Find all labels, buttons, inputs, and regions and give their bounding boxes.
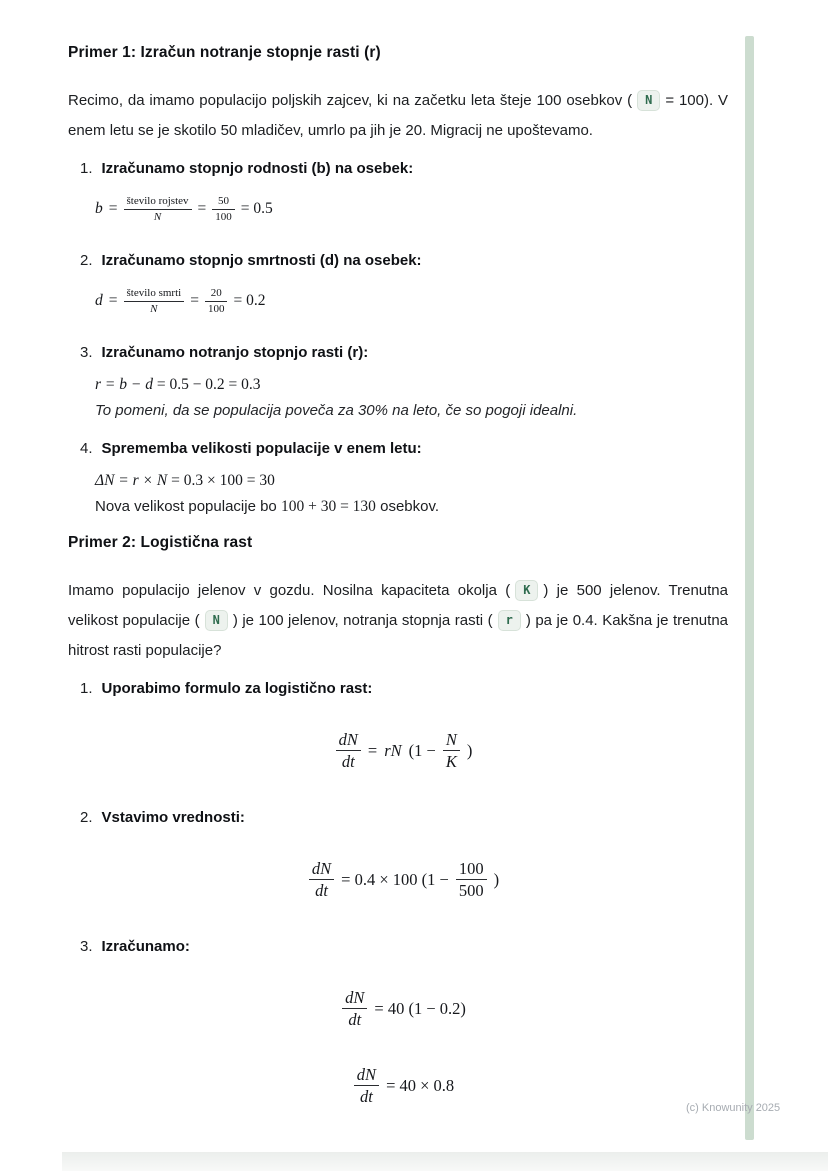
calculation-formula-1 xyxy=(80,988,728,1029)
step-label: Vstavimo vrednosti: xyxy=(101,809,245,826)
fraction-numerator: število rojstev xyxy=(124,195,192,210)
fraction-denominator: 100 xyxy=(207,302,225,315)
example1-steps xyxy=(80,158,728,520)
step-2 xyxy=(80,807,728,900)
example1-title: Primer 1: Izračun notranje stopnje rasti (r) xyxy=(68,44,381,61)
math-op: = xyxy=(367,740,378,760)
fraction-numerator: dN xyxy=(309,859,334,880)
variable-badge-r: r xyxy=(498,610,521,631)
formula-growth-rate xyxy=(95,372,728,398)
step-number: 2. xyxy=(80,252,93,269)
fraction-numerator: dN xyxy=(354,1065,379,1086)
formula-note: To pomeni, da se populacija poveča za 30% na leto, če so pogoji idealni. xyxy=(95,402,578,419)
fraction xyxy=(342,988,367,1029)
step-2 xyxy=(80,250,728,328)
note-math: 100 + 30 = 130 xyxy=(280,498,376,515)
math-result: = 40 (1 − 0.2) xyxy=(374,998,466,1018)
example1-intro xyxy=(68,86,728,146)
formula-death-rate xyxy=(95,284,265,318)
variable-badge-k: K xyxy=(515,580,538,601)
step-label: Izračunamo notranjo stopnjo rasti (r): xyxy=(101,344,369,361)
step-label: Uporabimo formulo za logistično rast: xyxy=(101,680,373,697)
step-3 xyxy=(80,936,728,1106)
intro-text: Recimo, da imamo populacijo poljskih zajcev, ki na začetku leta šteje 100 osebkov ( xyxy=(68,92,633,109)
fraction xyxy=(205,287,228,316)
logistic-formula xyxy=(80,730,728,771)
math-var: d xyxy=(95,292,103,309)
math-var: ΔN = r × N xyxy=(95,472,168,489)
page-bottom-edge xyxy=(62,1152,828,1171)
example2-intro xyxy=(68,576,728,666)
intro-text: ) je 100 jelenov, notranja stopnja rasti ( xyxy=(232,612,493,629)
math-result: = 0.3 × 100 = 30 xyxy=(171,472,275,489)
fraction-numerator: število smrti xyxy=(124,287,185,302)
step-label: Sprememba velikosti populacije v enem letu: xyxy=(101,440,422,457)
fraction-numerator: 50 xyxy=(212,195,235,210)
calculation-formula-2 xyxy=(80,1065,728,1106)
intro-text: Imamo populacijo jelenov v gozdu. Nosilna kapaciteta okolja ( xyxy=(68,582,511,599)
step-number: 3. xyxy=(80,344,93,361)
fraction-denominator: K xyxy=(445,752,457,771)
fraction xyxy=(124,287,185,316)
intro-text: = 100). V enem letu se je skotilo 50 mladičev, umrlo pa jih je 20. Migracij ne upoštevamo. xyxy=(68,92,728,139)
fraction xyxy=(309,859,334,900)
math-result: = 0.5 − 0.2 = 0.3 xyxy=(156,376,261,393)
math-result: = 0.5 xyxy=(240,200,273,217)
fraction xyxy=(336,730,361,771)
math-var: r = b − d xyxy=(95,376,153,393)
fraction xyxy=(124,195,192,224)
math-op: ) xyxy=(493,869,500,889)
step-number: 2. xyxy=(80,809,93,826)
step-label: Izračunamo: xyxy=(101,938,190,955)
math-op: ) xyxy=(466,740,473,760)
formula-birth-rate xyxy=(95,192,273,226)
example2-steps xyxy=(80,678,728,1106)
example2-title: Primer 2: Logistična rast xyxy=(68,534,253,551)
formula-population-change xyxy=(95,468,728,494)
fraction xyxy=(443,730,460,771)
step-1 xyxy=(80,158,728,236)
fraction-denominator: dt xyxy=(348,1010,362,1029)
intro-text: ) pa je 0.4. Kakšna je trenutna hitrost rasti populacije? xyxy=(68,612,728,659)
step-label: Izračunamo stopnjo smrtnosti (d) na osebek: xyxy=(101,252,422,269)
step-number: 1. xyxy=(80,680,93,697)
fraction-denominator: 500 xyxy=(458,881,484,900)
math-result: = 0.2 xyxy=(233,292,266,309)
variable-badge-n: N xyxy=(205,610,228,631)
note-text: osebkov. xyxy=(380,498,440,515)
intro-text: ) je 500 jelenov. Trenutna velikost populacije ( xyxy=(68,582,728,629)
fraction-denominator: dt xyxy=(341,752,355,771)
fraction-numerator: N xyxy=(443,730,460,751)
fraction-denominator: dt xyxy=(360,1087,373,1106)
fraction xyxy=(212,195,235,224)
math-result: = 40 × 0.8 xyxy=(386,1075,455,1095)
watermark: (c) Knowunity 2025 xyxy=(686,1102,781,1114)
substituted-formula xyxy=(80,859,728,900)
math-op: = xyxy=(108,292,118,309)
math-var: b xyxy=(95,200,103,217)
note-text: Nova velikost populacije bo xyxy=(95,498,277,515)
math-op: (1 − xyxy=(408,740,436,760)
fraction-denominator: N xyxy=(153,210,162,223)
step-3 xyxy=(80,342,728,424)
math-op: = xyxy=(197,200,207,217)
step-number: 3. xyxy=(80,938,93,955)
fraction-numerator: dN xyxy=(336,730,361,751)
math-op: = 0.4 × 100 (1 − xyxy=(341,869,449,889)
fraction xyxy=(456,859,487,900)
fraction-numerator: 20 xyxy=(205,287,228,302)
math-op: = xyxy=(190,292,199,309)
fraction-denominator: dt xyxy=(315,881,328,900)
fraction-numerator: 100 xyxy=(456,859,487,880)
fraction-denominator: 100 xyxy=(215,210,232,223)
step-number: 4. xyxy=(80,440,93,457)
variable-badge-n: N xyxy=(637,90,660,111)
fraction-denominator: N xyxy=(150,302,158,315)
step-number: 1. xyxy=(80,160,93,177)
step-4 xyxy=(80,438,728,520)
step-1 xyxy=(80,678,728,771)
math-op: = xyxy=(108,200,118,217)
formula-note xyxy=(95,494,728,520)
fraction xyxy=(354,1065,379,1106)
step-label: Izračunamo stopnjo rodnosti (b) na osebek: xyxy=(101,160,414,177)
fraction-numerator: dN xyxy=(342,988,367,1009)
math-var: rN xyxy=(384,740,402,760)
